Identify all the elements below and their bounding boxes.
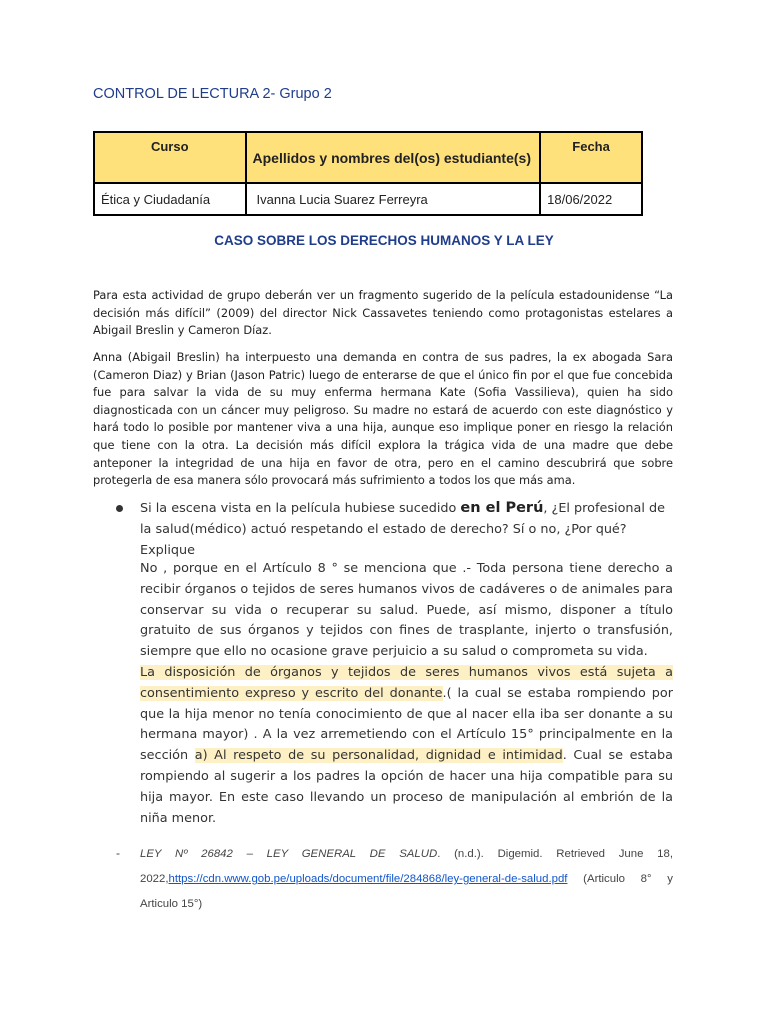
intro-paragraph: Para esta actividad de grupo deberán ver un fragmento sugerido de la película estadounidense “La decisión más difícil” (2009) del director Nick Cassavetes teniendo como protagonistas estelares a Abigail Breslin y Cameron Díaz. bbox=[93, 288, 673, 338]
header-fecha: Fecha bbox=[540, 132, 642, 183]
reference-end: (Articulo 8° y Articulo 15°) bbox=[140, 873, 673, 910]
case-title: CASO SOBRE LOS DERECHOS HUMANOS Y LA LEY bbox=[214, 233, 554, 248]
student-info-table bbox=[93, 131, 643, 216]
reference-dash: - bbox=[116, 846, 120, 860]
answer-paragraph-1: No , porque en el Artículo 8 ° se menciona que .- Toda persona tiene derecho a recibir órganos o tejidos de seres humanos vivos de cadáveres o de animales para conservar su vida o recuperar su salud. Puede, así mismo, disponer a título gratuito de sus órganos y tejidos con fines de trasplante, injerto o transfusión, siempre que ello no ocasione grave perjuicio a su salud o comprometa su vida. bbox=[140, 561, 673, 660]
answer-text bbox=[140, 559, 673, 829]
document-title: CONTROL DE LECTURA 2- Grupo 2 bbox=[93, 86, 332, 102]
header-curso: Curso bbox=[94, 132, 246, 183]
question-bold: en el Perú bbox=[460, 500, 544, 516]
reference-citation bbox=[140, 842, 673, 917]
highlight-consent: La disposición de órganos y tejidos de seres humanos vivos está sujeta a consentimiento expreso y escrito del donante bbox=[140, 664, 673, 701]
answer-paragraph-3: . Cual se estaba rompiendo al sugerir a los padres la opción de hacer una hija compatible para su hija mayor. En este caso llevando un proceso de manipulación al embrión de la niña menor. bbox=[140, 748, 673, 826]
bullet-icon bbox=[116, 505, 123, 512]
header-students: Apellidos y nombres del(os) estudiante(s) bbox=[246, 132, 541, 183]
reference-title: LEY Nº 26842 – LEY GENERAL DE SALUD bbox=[140, 848, 438, 860]
question-part2: , ¿El profesional de la salud(médico) actuó respetando el estado de derecho? Sí o no, ¿Por qué? Explique bbox=[140, 501, 665, 558]
cell-course: Ética y Ciudadanía bbox=[94, 183, 246, 215]
reference-mid: . (n.d.). Digemid. Retrieved June 18, 2022, bbox=[140, 848, 673, 885]
question-text bbox=[140, 498, 675, 561]
answer-paragraph-2: .( la cual se estaba rompiendo por que la hija menor no tenía conocimiento de que al nacer ella iba ser donante a su hermana mayor) . A la vez arremetiendo con el Artículo 15° principalmente en la sección bbox=[140, 685, 673, 764]
cell-student-name: Ivanna Lucia Suarez Ferreyra bbox=[246, 183, 541, 215]
synopsis-paragraph: Anna (Abigail Breslin) ha interpuesto una demanda en contra de sus padres, la ex abogada Sara (Cameron Diaz) y Brian (Jason Patric) luego de enterarse de que el único fin por el que fue concebida fue para salvar la vida de su muy enferma hermana Kate (Sofia Vassilieva), quien ha sido diagnosticada con un cáncer muy peligroso. Su madre no estará de acuerdo con este diagnóstico y hará todo lo posible por mantener viva a una hija, aunque eso implique poner en riesgo la relación que tiene con la otra. La decisión más difícil explora la trágica vida de una madre que debe anteponer la integridad de una hija en favor de otra, pero en el camino descubrirá que sobre protegerla de esa manera sólo provocará más sufrimiento a todos los que más ama. bbox=[93, 350, 673, 488]
highlight-article15: a) Al respeto de su personalidad, dignidad e intimidad bbox=[194, 748, 563, 764]
cell-date: 18/06/2022 bbox=[540, 183, 642, 215]
table-row bbox=[94, 183, 642, 215]
reference-link[interactable]: https://cdn.www.gob.pe/uploads/document/file/284868/ley-general-de-salud.pdf bbox=[168, 873, 568, 885]
table-header-row bbox=[94, 132, 642, 183]
question-part1: Si la escena vista en la película hubiese sucedido bbox=[140, 501, 461, 516]
